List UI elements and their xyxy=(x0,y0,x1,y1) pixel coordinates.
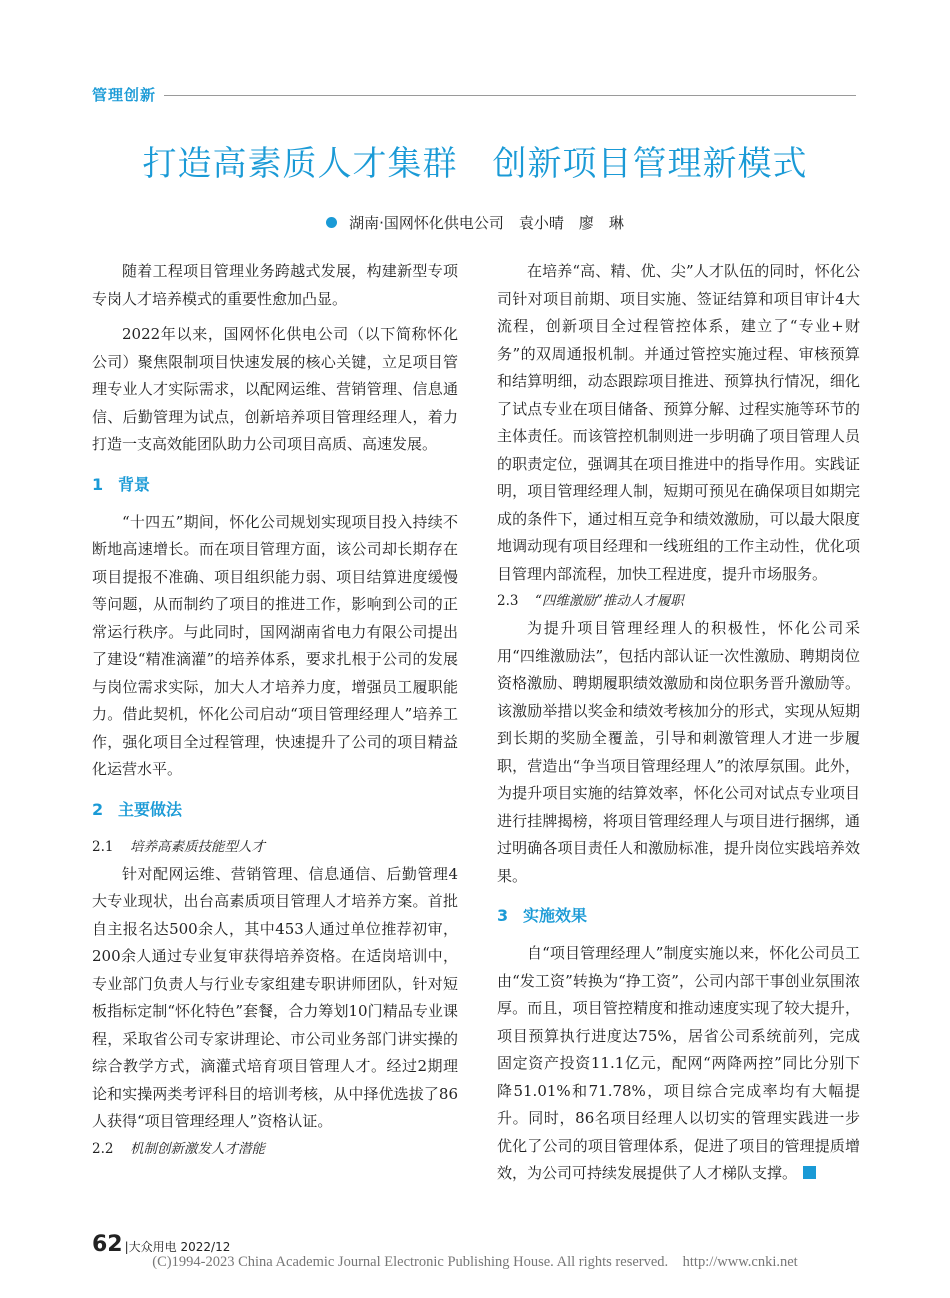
section-3-title: 实施效果 xyxy=(523,906,588,925)
subsection-2-2-heading xyxy=(92,1136,458,1163)
subsection-2-2-paragraph: 在培养“高、精、优、尖”人才队伍的同时，怀化公司针对项目前期、项目实施、签证结算和项目审计4大流程，创新项目全过程管控体系，建立了“专业+财务”的双周通报机制。并通过管控实施过程、审核预算和结算明细，动态跟踪项目推进、预算执行情况，细化了试点专业在项目储备、预算分解、过程实施等环节的主体责任。而该管控机制则进一步明确了项目管理人员的职责定位，强调其在项目推进中的指导作用。实践证明，项目管理经理人制，短期可预见在确保项目如期完成的条件下，通过相互竞争和绩效激励，可以最大限度地调动现有项目经理和一线班组的工作主动性，优化项目管理内部流程，加快工程进度，提升市场服务。 xyxy=(497,262,860,583)
subsection-2-1-title: 培养高素质技能型人才 xyxy=(130,838,265,855)
section-3-heading xyxy=(497,904,860,928)
section-1-heading xyxy=(92,473,458,497)
subsection-2-2-title: 机制创新激发人才潜能 xyxy=(130,1140,265,1157)
page-number: 62 xyxy=(92,1232,123,1257)
end-of-article-square-icon xyxy=(803,1166,816,1179)
section-3-number: 3 xyxy=(497,906,509,925)
section-2-heading xyxy=(92,798,458,822)
section-2-number: 2 xyxy=(92,799,104,819)
byline-text: 湖南·国网怀化供电公司 袁小晴 廖 琳 xyxy=(349,214,624,232)
section-2-title: 主要做法 xyxy=(118,799,183,819)
byline xyxy=(0,212,950,233)
subsection-2-3-heading xyxy=(497,588,860,615)
article-title: 打造高素质人才集群 创新项目管理新模式 xyxy=(142,144,808,184)
intro-paragraph-1: 随着工程项目管理业务跨越式发展，构建新型专项专岗人才培养模式的重要性愈加凸显。 xyxy=(92,262,458,308)
bullet-dot-icon xyxy=(326,217,337,228)
intro-paragraph-2: 2022年以来，国网怀化供电公司（以下简称怀化公司）聚焦限制项目快速发展的核心关键，立足项目管理专业人才实际需求，以配网运维、营销管理、信息通信、后勤管理为试点，创新培养项目管理经理人，着力打造一支高效能团队助力公司项目高质、高速发展。 xyxy=(92,325,458,453)
section-label: 管理创新 xyxy=(92,86,157,104)
subsection-2-3-paragraph: 为提升项目管理经理人的积极性，怀化公司采用“四维激励法”，包括内部认证一次性激励、聘期岗位资格激励、聘期履职绩效激励和岗位职务晋升激励等。该激励举措以奖金和绩效考核加分的形式，实现从短期到长期的奖励全覆盖，引导和刺激管理人才进一步履职，营造出“争当项目管理经理人”的浓厚氛围。此外，为提升项目实施的结算效率，怀化公司对试点专业项目进行挂牌揭榜，将项目管理经理人与项目进行捆绑，通过明确各项目责任人和激励标准，提升岗位实践培养效果。 xyxy=(497,619,860,885)
subsection-2-3-number: 2.3 xyxy=(497,593,519,609)
subsection-2-3-title: “四维激励”推动人才履职 xyxy=(535,593,684,609)
left-column xyxy=(92,258,458,1163)
section-1-number: 1 xyxy=(92,474,104,494)
right-column xyxy=(497,258,860,1188)
section-1-title: 背景 xyxy=(118,474,151,494)
subsection-2-1-number: 2.1 xyxy=(92,838,114,855)
copyright-notice: (C)1994-2023 China Academic Journal Electronic Publishing House. All rights reserved. http://www.cnki.net xyxy=(152,1254,798,1270)
subsection-2-2-number: 2.2 xyxy=(92,1140,114,1157)
header-rule xyxy=(164,95,856,96)
magazine-issue: |大众用电 2022/12 xyxy=(124,1240,231,1254)
subsection-2-1-heading xyxy=(92,834,458,861)
section-3-text: 自“项目管理经理人”制度实施以来，怀化公司员工由“发工资”转换为“挣工资”，公司内部干事创业氛围浓厚。而且，项目管控精度和推动速度实现了较大提升，项目预算执行进度达75%，居省公司系统前列，完成固定资产投资11.1亿元，配网“两降两控”同比分别下降51.01%和71.78%，项目综合完成率均有大幅提升。同时，86名项目经理人以切实的管理实践进一步优化了公司的项目管理体系，促进了项目的管理提质增效，为公司可持续发展提供了人才梯队支撑。 xyxy=(497,944,860,1182)
section-3-paragraph xyxy=(497,940,860,1188)
section-1-paragraph: “十四五”期间，怀化公司规划实现项目投入持续不断地高速增长。而在项目管理方面，该公司却长期存在项目提报不准确、项目组织能力弱、项目结算进度缓慢等问题，从而制约了项目的推进工作，影响到公司的正常运行秩序。与此同时，国网湖南省电力有限公司提出了建设“精准滴灌”的培养体系，要求扎根于公司的发展与岗位需求实际，加大人才培养力度，增强员工履职能力。借此契机，怀化公司启动“项目管理经理人”培养工作，强化项目全过程管理，快速提升了公司的项目精益化运营水平。 xyxy=(92,512,458,778)
subsection-2-1-paragraph: 针对配网运维、营销管理、信息通信、后勤管理4大专业现状，出台高素质项目管理人才培养方案。首批自主报名达500余人，其中453人通过单位推荐初审，200余人通过专业复审获得培养资格。在适岗培训中，专业部门负责人与行业专家组建专职讲师团队，针对短板指标定制“怀化特色”套餐，合力筹划10门精品专业课程，采取省公司专家讲理论、市公司业务部门讲实操的综合教学方式，滴灌式培育项目管理人才。经过2期理论和实操两类考评科目的培训考核，从中择优选拔了86人获得“项目管理经理人”资格认证。 xyxy=(92,864,458,1130)
